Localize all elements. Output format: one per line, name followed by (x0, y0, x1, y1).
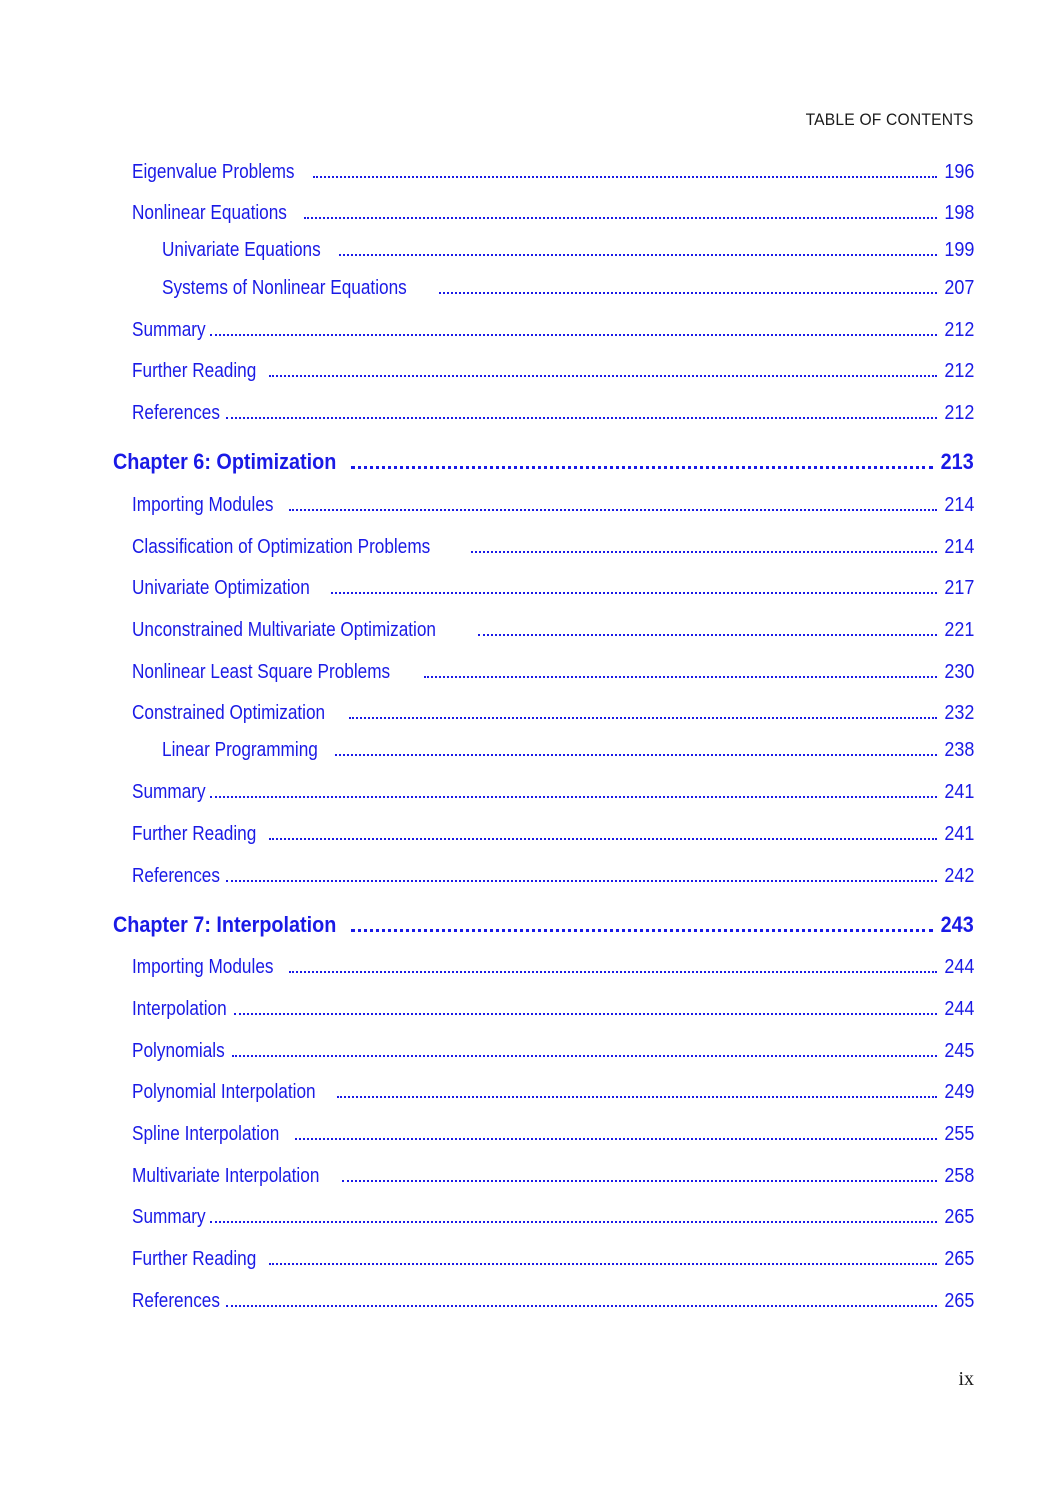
dot-leader (304, 216, 937, 219)
toc-entry-title[interactable]: Unconstrained Multivariate Optimization (132, 619, 437, 641)
toc-entry[interactable] (132, 660, 974, 684)
toc-entry-page-number[interactable]: 217 (943, 577, 974, 599)
toc-entry-title[interactable]: Summary (132, 319, 206, 341)
toc-entry-title[interactable]: Spline Interpolation (132, 1123, 280, 1145)
toc-entry-title[interactable]: Nonlinear Equations (132, 202, 287, 224)
toc-entry[interactable] (132, 701, 974, 725)
dot-leader (289, 970, 937, 973)
toc-entry-page-number[interactable]: 249 (943, 1081, 974, 1103)
toc-entry-page-number[interactable]: 199 (943, 239, 974, 261)
toc-entry-page-number[interactable]: 255 (943, 1123, 974, 1145)
toc-entry[interactable] (162, 276, 974, 300)
toc-entry-title[interactable]: Importing Modules (132, 956, 274, 978)
page-number-folio: ix (958, 1368, 974, 1390)
dot-leader (226, 416, 936, 419)
dot-leader (269, 374, 937, 377)
toc-entry-title[interactable]: Interpolation (132, 998, 227, 1020)
toc-entry-title[interactable]: Chapter 6: Optimization (113, 449, 337, 474)
toc-entry-page-number[interactable]: 238 (943, 739, 974, 761)
toc-entry-page-number[interactable]: 212 (943, 360, 974, 382)
dot-leader (351, 465, 933, 469)
dot-leader (313, 175, 937, 178)
dot-leader (349, 716, 937, 719)
toc-entry-title[interactable]: Summary (132, 1206, 206, 1228)
dot-leader (335, 753, 936, 756)
dot-leader (351, 928, 933, 932)
running-head: TABLE OF CONTENTS (806, 110, 974, 129)
dot-leader (295, 1137, 936, 1140)
dot-leader (232, 1054, 937, 1057)
toc-entry-page-number[interactable]: 212 (943, 402, 974, 424)
toc-entry-title[interactable]: Multivariate Interpolation (132, 1165, 320, 1187)
toc-entry-page-number[interactable]: 230 (943, 661, 974, 683)
dot-leader (439, 291, 937, 294)
toc-entry-page-number[interactable]: 213 (940, 449, 974, 474)
toc-entry[interactable] (132, 535, 974, 559)
dot-leader (339, 253, 937, 256)
dot-leader (234, 1012, 937, 1015)
toc-entry-title[interactable]: References (132, 865, 220, 887)
toc-entry[interactable] (132, 955, 974, 979)
toc-entry-page-number[interactable]: 212 (943, 319, 974, 341)
toc-chapter-entry[interactable] (113, 449, 974, 475)
dot-leader (210, 1220, 937, 1223)
dot-leader (210, 795, 937, 798)
dot-leader (331, 591, 937, 594)
toc-entry[interactable] (132, 401, 974, 425)
toc-entry[interactable] (132, 1289, 974, 1313)
toc-entry[interactable] (132, 864, 974, 888)
toc-entry-page-number[interactable]: 241 (943, 823, 974, 845)
toc-entry[interactable] (132, 997, 974, 1021)
toc-entry-page-number[interactable]: 214 (943, 536, 974, 558)
toc-entry[interactable] (132, 1080, 974, 1104)
toc-entry[interactable] (132, 1247, 974, 1271)
toc-entry-title[interactable]: References (132, 402, 220, 424)
toc-entry[interactable] (162, 738, 974, 762)
toc-entry-page-number[interactable]: 243 (940, 912, 974, 937)
toc-entry[interactable] (132, 493, 974, 517)
toc-entry-page-number[interactable]: 221 (943, 619, 974, 641)
dot-leader (289, 508, 937, 511)
toc-entry-title[interactable]: Univariate Equations (162, 239, 321, 261)
dot-leader (210, 333, 937, 336)
toc-entry-title[interactable]: References (132, 1290, 220, 1312)
toc-entry[interactable] (132, 576, 974, 600)
toc-entry-title[interactable]: Importing Modules (132, 494, 274, 516)
dot-leader (471, 550, 937, 553)
toc-entry-page-number[interactable]: 258 (943, 1165, 974, 1187)
toc-entry-title[interactable]: Polynomials (132, 1040, 225, 1062)
toc-entry-title[interactable]: Constrained Optimization (132, 702, 326, 724)
toc-entry[interactable] (132, 359, 974, 383)
toc-entry-title[interactable]: Univariate Optimization (132, 577, 310, 599)
toc-entry-title[interactable]: Further Reading (132, 823, 257, 845)
toc-entry-page-number[interactable]: 198 (943, 202, 974, 224)
toc-entry[interactable] (132, 1122, 974, 1146)
toc-entry-page-number[interactable]: 232 (943, 702, 974, 724)
toc-entry-title[interactable]: Polynomial Interpolation (132, 1081, 316, 1103)
toc-entry[interactable] (162, 238, 974, 262)
toc-entry[interactable] (132, 822, 974, 846)
toc-entry-title[interactable]: Chapter 7: Interpolation (113, 912, 337, 937)
dot-leader (269, 837, 937, 840)
toc-entry-page-number[interactable]: 265 (943, 1206, 974, 1228)
dot-leader (337, 1095, 936, 1098)
toc-entry[interactable] (132, 1205, 974, 1229)
toc-entry-title[interactable]: Eigenvalue Problems (132, 161, 295, 183)
toc-entry-page-number[interactable]: 207 (943, 277, 974, 299)
toc-entry-page-number[interactable]: 244 (943, 998, 974, 1020)
toc-entry-page-number[interactable]: 214 (943, 494, 974, 516)
toc-entry[interactable] (132, 780, 974, 804)
toc-entry[interactable] (132, 1039, 974, 1063)
toc-chapter-entry[interactable] (113, 912, 974, 938)
toc-entry[interactable] (132, 160, 974, 184)
toc-entry[interactable] (132, 618, 974, 642)
toc-entry[interactable] (132, 318, 974, 342)
dot-leader (478, 633, 937, 636)
dot-leader (269, 1262, 937, 1265)
toc-entry-title[interactable]: Further Reading (132, 1248, 257, 1270)
toc-entry-title[interactable]: Further Reading (132, 360, 257, 382)
dot-leader (342, 1179, 937, 1182)
toc-entry[interactable] (132, 201, 974, 225)
toc-entry-page-number[interactable]: 265 (943, 1248, 974, 1270)
dot-leader (226, 879, 936, 882)
toc-entry-title[interactable]: Nonlinear Least Square Problems (132, 661, 391, 683)
toc-entry-title[interactable]: Linear Programming (162, 739, 318, 761)
toc-entry-title[interactable]: Classification of Optimization Problems (132, 536, 431, 558)
toc-entry-page-number[interactable]: 244 (943, 956, 974, 978)
toc-entry-title[interactable]: Summary (132, 781, 206, 803)
toc-entry-title[interactable]: Systems of Nonlinear Equations (162, 277, 407, 299)
dot-leader (424, 675, 936, 678)
toc-entry-page-number[interactable]: 265 (943, 1290, 974, 1312)
toc-entry-page-number[interactable]: 245 (943, 1040, 974, 1062)
toc-entry-page-number[interactable]: 242 (943, 865, 974, 887)
toc-entry-page-number[interactable]: 196 (943, 161, 974, 183)
toc-entry-page-number[interactable]: 241 (943, 781, 974, 803)
dot-leader (226, 1304, 936, 1307)
toc-entry[interactable] (132, 1164, 974, 1188)
